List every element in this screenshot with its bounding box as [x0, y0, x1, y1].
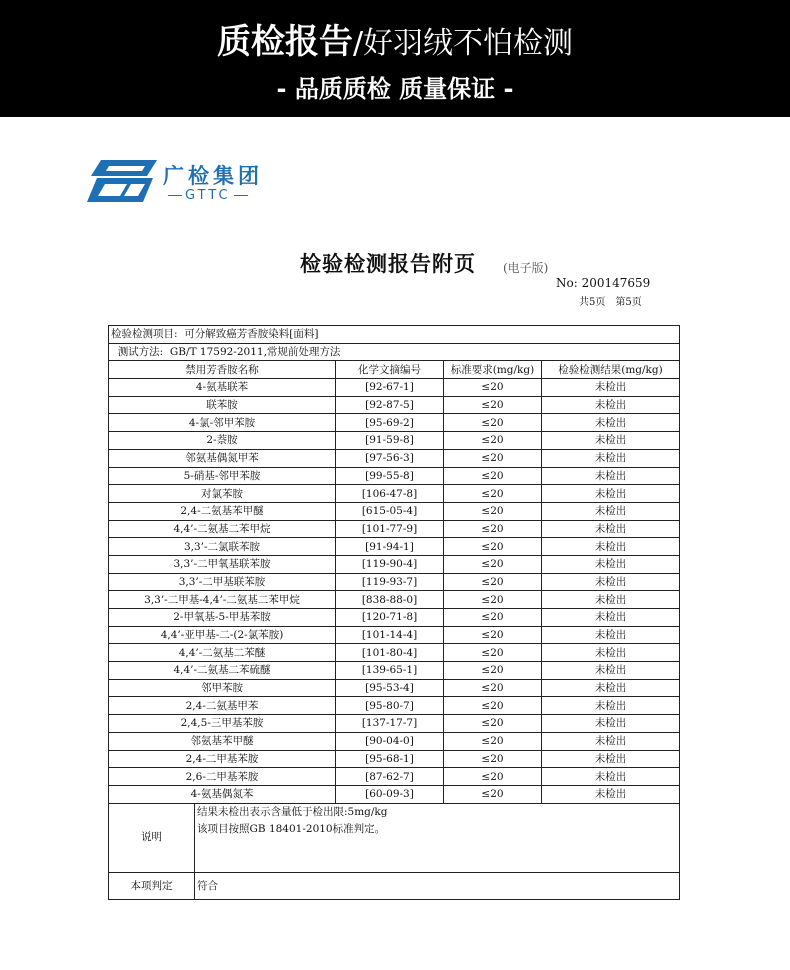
- cas-number-cell: [90-04-0]: [336, 732, 444, 750]
- amine-name-cell: 2-甲氧基-5-甲基苯胺: [109, 609, 336, 627]
- result-cell: 未检出: [542, 697, 680, 715]
- result-cell: 未检出: [542, 414, 680, 432]
- banner-subtitle: - 品质质检 质量保证 -: [276, 75, 514, 103]
- requirement-cell: ≤20: [444, 379, 542, 397]
- requirement-cell: ≤20: [444, 485, 542, 503]
- amine-name-cell: 3,3’-二甲氧基联苯胺: [109, 555, 336, 573]
- cas-number-cell: [106-47-8]: [336, 485, 444, 503]
- project-value: 可分解致癌芳香胺染料[面料]: [184, 328, 319, 341]
- header-banner: [0, 0, 790, 117]
- cas-number-cell: [87-62-7]: [336, 768, 444, 786]
- requirement-cell: ≤20: [444, 538, 542, 556]
- result-cell: 未检出: [542, 396, 680, 414]
- note-label: 说明: [109, 803, 195, 872]
- result-cell: 未检出: [542, 609, 680, 627]
- cas-number-cell: [91-59-8]: [336, 432, 444, 450]
- requirement-cell: ≤20: [444, 626, 542, 644]
- verdict-row: [109, 872, 680, 899]
- report-number: No: 200147659: [556, 276, 651, 290]
- table-row: [109, 449, 680, 467]
- table-header-row: [109, 361, 680, 379]
- verdict-label: 本项判定: [109, 872, 195, 899]
- table-row: [109, 750, 680, 768]
- amine-name-cell: 2,6-二甲基苯胺: [109, 768, 336, 786]
- result-cell: 未检出: [542, 555, 680, 573]
- cas-number-cell: [99-55-8]: [336, 467, 444, 485]
- result-cell: 未检出: [542, 768, 680, 786]
- result-cell: 未检出: [542, 626, 680, 644]
- requirement-cell: ≤20: [444, 396, 542, 414]
- amine-name-cell: 邻氨基偶氮甲苯: [109, 449, 336, 467]
- requirement-cell: ≤20: [444, 785, 542, 803]
- result-cell: 未检出: [542, 750, 680, 768]
- cas-number-cell: [139-65-1]: [336, 662, 444, 680]
- table-row: [109, 697, 680, 715]
- requirement-cell: ≤20: [444, 591, 542, 609]
- cas-number-cell: [91-94-1]: [336, 538, 444, 556]
- verdict-value: 符合: [195, 872, 680, 899]
- table-row: [109, 785, 680, 803]
- method-label: 测试方法:: [117, 346, 164, 359]
- table-row: [109, 573, 680, 591]
- table-row: [109, 715, 680, 733]
- header-result: 检验检测结果(mg/kg): [542, 361, 680, 379]
- note-line-1: 结果未检出表示含量低于检出限:5mg/kg: [197, 805, 388, 818]
- requirement-cell: ≤20: [444, 502, 542, 520]
- requirement-cell: ≤20: [444, 679, 542, 697]
- cas-number-cell: [101-14-4]: [336, 626, 444, 644]
- project-cell: [109, 326, 680, 344]
- cas-number-cell: [838-88-0]: [336, 591, 444, 609]
- cas-number-cell: [119-90-4]: [336, 555, 444, 573]
- aromatic-amine-results-table: [108, 325, 680, 900]
- note-content: [195, 803, 680, 872]
- amine-name-cell: 邻氨基苯甲醚: [109, 732, 336, 750]
- cas-number-cell: [95-68-1]: [336, 750, 444, 768]
- result-cell: 未检出: [542, 591, 680, 609]
- banner-title: [0, 20, 790, 66]
- table-row: [109, 502, 680, 520]
- result-cell: 未检出: [542, 432, 680, 450]
- table-row: [109, 467, 680, 485]
- requirement-cell: ≤20: [444, 732, 542, 750]
- gttc-logo-icon: [87, 158, 159, 204]
- amine-name-cell: 2-萘胺: [109, 432, 336, 450]
- banner-title-main: 质检报告: [216, 22, 353, 62]
- result-cell: 未检出: [542, 485, 680, 503]
- cas-number-cell: [101-80-4]: [336, 644, 444, 662]
- cas-number-cell: [97-56-3]: [336, 449, 444, 467]
- method-cell: [109, 343, 680, 361]
- requirement-cell: ≤20: [444, 609, 542, 627]
- logo-chinese-name: 广检集团: [163, 164, 263, 188]
- report-pages: 共5页 第5页: [579, 297, 642, 308]
- requirement-cell: ≤20: [444, 555, 542, 573]
- amine-name-cell: 3,3’-二甲基-4,4’-二氨基二苯甲烷: [109, 591, 336, 609]
- cas-number-cell: [101-77-9]: [336, 520, 444, 538]
- table-row: [109, 485, 680, 503]
- table-row: [109, 679, 680, 697]
- cas-number-cell: [95-69-2]: [336, 414, 444, 432]
- amine-name-cell: 4-氨基联苯: [109, 379, 336, 397]
- amine-name-cell: 4-氨基偶氮苯: [109, 785, 336, 803]
- result-cell: 未检出: [542, 732, 680, 750]
- amine-name-cell: 3,3’-二甲基联苯胺: [109, 573, 336, 591]
- method-value: GB/T 17592-2011,常规前处理方法: [169, 346, 341, 359]
- requirement-cell: ≤20: [444, 644, 542, 662]
- table-row: [109, 662, 680, 680]
- requirement-cell: ≤20: [444, 449, 542, 467]
- amine-name-cell: 2,4-二氨基甲苯: [109, 697, 336, 715]
- cas-number-cell: [120-71-8]: [336, 609, 444, 627]
- note-row: [109, 803, 680, 872]
- amine-name-cell: 对氯苯胺: [109, 485, 336, 503]
- cas-number-cell: [137-17-7]: [336, 715, 444, 733]
- cas-number-cell: [119-93-7]: [336, 573, 444, 591]
- result-cell: 未检出: [542, 467, 680, 485]
- header-amine-name: 禁用芳香胺名称: [109, 361, 336, 379]
- requirement-cell: ≤20: [444, 573, 542, 591]
- cas-number-cell: [615-05-4]: [336, 502, 444, 520]
- result-cell: 未检出: [542, 662, 680, 680]
- amine-name-cell: 3,3’-二氯联苯胺: [109, 538, 336, 556]
- amine-name-cell: 4,4’-二氨基二苯醚: [109, 644, 336, 662]
- table-row: [109, 379, 680, 397]
- result-cell: 未检出: [542, 573, 680, 591]
- cas-number-cell: [95-53-4]: [336, 679, 444, 697]
- cas-number-cell: [92-67-1]: [336, 379, 444, 397]
- requirement-cell: ≤20: [444, 697, 542, 715]
- amine-name-cell: 4-氯-邻甲苯胺: [109, 414, 336, 432]
- logo-english-name: GTTC: [165, 188, 251, 203]
- cas-number-cell: [92-87-5]: [336, 396, 444, 414]
- amine-name-cell: 2,4-二氨基苯甲醚: [109, 502, 336, 520]
- result-cell: 未检出: [542, 502, 680, 520]
- result-cell: 未检出: [542, 379, 680, 397]
- table-row: [109, 414, 680, 432]
- table-row: [109, 768, 680, 786]
- result-cell: 未检出: [542, 538, 680, 556]
- table-row: [109, 396, 680, 414]
- requirement-cell: ≤20: [444, 768, 542, 786]
- banner-title-rest: /好羽绒不怕检测: [352, 26, 574, 61]
- header-cas-number: 化学文摘编号: [336, 361, 444, 379]
- report-edition: (电子版): [503, 261, 549, 275]
- table-row: [109, 609, 680, 627]
- result-cell: 未检出: [542, 449, 680, 467]
- cas-number-cell: [60-09-3]: [336, 785, 444, 803]
- requirement-cell: ≤20: [444, 750, 542, 768]
- amine-name-cell: 邻甲苯胺: [109, 679, 336, 697]
- cas-number-cell: [95-80-7]: [336, 697, 444, 715]
- report-title: 检验检测报告附页: [300, 251, 476, 276]
- requirement-cell: ≤20: [444, 414, 542, 432]
- amine-name-cell: 2,4-二甲基苯胺: [109, 750, 336, 768]
- result-cell: 未检出: [542, 644, 680, 662]
- table-row: [109, 644, 680, 662]
- amine-name-cell: 联苯胺: [109, 396, 336, 414]
- requirement-cell: ≤20: [444, 715, 542, 733]
- table-row: [109, 626, 680, 644]
- gttc-logo: [87, 158, 277, 208]
- result-cell: 未检出: [542, 520, 680, 538]
- amine-name-cell: 5-硝基-邻甲苯胺: [109, 467, 336, 485]
- table-row: [109, 538, 680, 556]
- amine-name-cell: 4,4’-亚甲基-二-(2-氯苯胺): [109, 626, 336, 644]
- table-row: [109, 591, 680, 609]
- header-requirement: 标准要求(mg/kg): [444, 361, 542, 379]
- method-row: [109, 343, 680, 361]
- table-row: [109, 555, 680, 573]
- note-line-2: 该项目按照GB 18401-2010标准判定。: [197, 822, 386, 835]
- requirement-cell: ≤20: [444, 662, 542, 680]
- requirement-cell: ≤20: [444, 520, 542, 538]
- project-label: 检验检测项目:: [111, 328, 178, 341]
- amine-name-cell: 4,4’-二氨基二苯甲烷: [109, 520, 336, 538]
- amine-name-cell: 4,4’-二氨基二苯硫醚: [109, 662, 336, 680]
- requirement-cell: ≤20: [444, 432, 542, 450]
- result-cell: 未检出: [542, 679, 680, 697]
- table-row: [109, 732, 680, 750]
- table-row: [109, 432, 680, 450]
- project-row: [109, 326, 680, 344]
- requirement-cell: ≤20: [444, 467, 542, 485]
- amine-name-cell: 2,4,5-三甲基苯胺: [109, 715, 336, 733]
- result-cell: 未检出: [542, 785, 680, 803]
- result-cell: 未检出: [542, 715, 680, 733]
- table-row: [109, 520, 680, 538]
